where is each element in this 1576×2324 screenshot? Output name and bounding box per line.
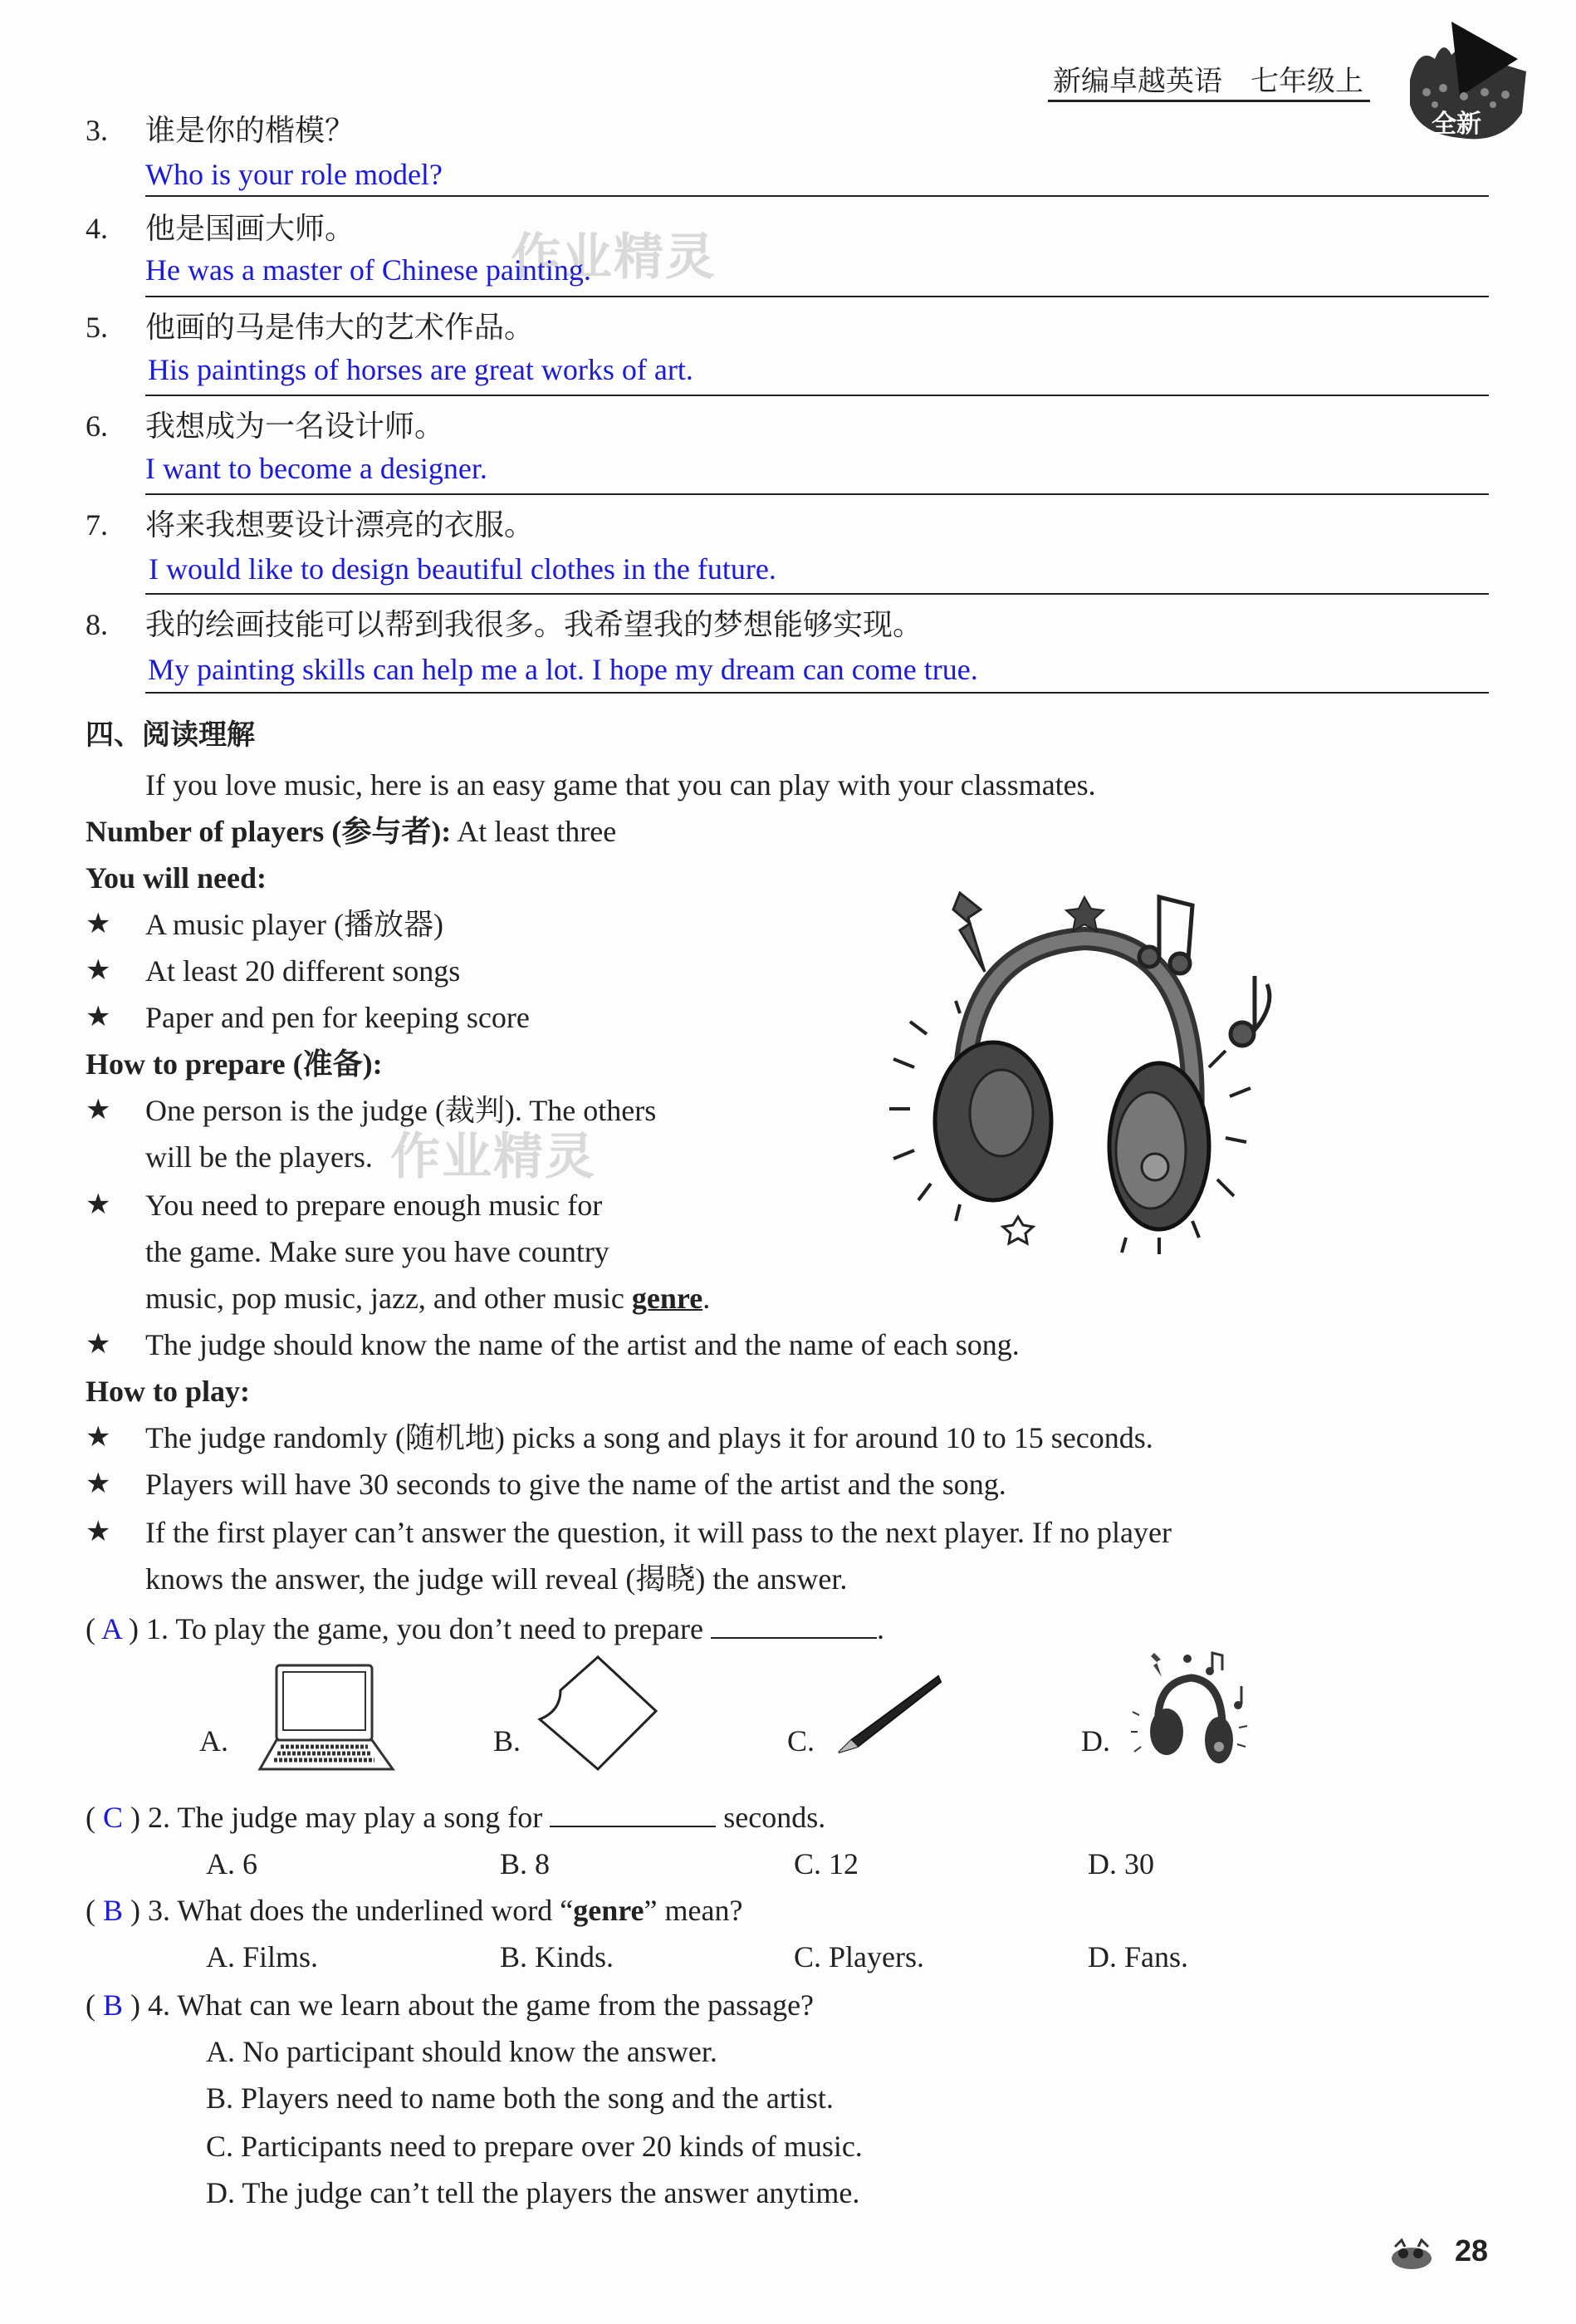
prepare-item-line: You need to prepare enough music for (145, 1189, 603, 1222)
question-text: What can we learn about the game from the passage? (177, 1988, 815, 2022)
star-bullet-icon: ★ (86, 909, 111, 939)
star-bullet-icon: ★ (86, 1422, 111, 1453)
option: B. Players need to name both the song and the artist. (206, 2081, 834, 2115)
book-title-header: 新编卓越英语 七年级上 (1048, 63, 1370, 102)
english-answer: I would like to design beautiful clothes in the future. (149, 552, 776, 586)
option: C. 12 (794, 1847, 859, 1880)
option-label: D. (1081, 1724, 1110, 1758)
answer-blank (711, 1612, 877, 1639)
need-item: A music player (播放器) (145, 908, 443, 941)
headphones-illustration (885, 880, 1284, 1263)
english-answer: He was a master of Chinese painting. (145, 253, 591, 287)
headphones-icon (1129, 1649, 1254, 1769)
option-label: C. (787, 1724, 815, 1758)
english-answer: Who is your role model? (145, 158, 443, 191)
question-3: ( B ) 3. What does the underlined word “genre” mean? (86, 1894, 743, 1927)
star-bullet-icon: ★ (86, 1095, 111, 1125)
chinese-sentence: 他画的马是伟大的艺术作品。 (145, 311, 535, 344)
prepare-item-line: will be the players. (145, 1140, 373, 1174)
prepare-text: music, pop music, jazz, and other music (145, 1282, 632, 1315)
question-number: 2. (148, 1801, 171, 1834)
prepare-item-line: One person is the judge (裁判). The others (145, 1094, 657, 1127)
series-logo (1402, 22, 1530, 145)
option: A. Films. (206, 1940, 319, 1973)
players-line (86, 813, 616, 850)
option: C. Participants need to prepare over 20 kinds of music. (206, 2130, 863, 2163)
answer-blank (550, 1801, 716, 1827)
prepare-item-line: The judge should know the name of the artist and the name of each song. (145, 1328, 1020, 1361)
item-number: 3. (86, 114, 108, 147)
option: D. 30 (1088, 1847, 1154, 1880)
need-item: At least 20 different songs (145, 954, 461, 988)
english-answer: His paintings of horses are great works of art. (148, 353, 693, 386)
prepare-text: . (702, 1282, 711, 1315)
question-text: What does the underlined word “ (177, 1894, 574, 1927)
chinese-sentence: 将来我想要设计漂亮的衣服。 (145, 508, 535, 542)
answer-line (145, 395, 1489, 396)
english-answer: I want to become a designer. (145, 452, 487, 485)
item-number: 8. (86, 608, 108, 641)
option: B. 8 (500, 1847, 551, 1880)
item-number: 6. (86, 409, 108, 443)
question-4: ( B ) 4. What can we learn about the game from the passage? (86, 1988, 815, 2022)
star-bullet-icon: ★ (86, 955, 111, 986)
footer-icon (1390, 2238, 1433, 2276)
option: A. No participant should know the answer. (206, 2035, 717, 2068)
page-number: 28 (1455, 2233, 1489, 2268)
star-bullet-icon: ★ (86, 1002, 111, 1032)
play-item-line: Players will have 30 seconds to give the name of the artist and the song. (145, 1468, 1006, 1501)
play-label: How to play: (86, 1375, 250, 1408)
question-text: The judge may play a song for (177, 1801, 543, 1834)
answer-line (145, 692, 1489, 694)
star-bullet-icon: ★ (86, 1329, 111, 1360)
english-answer: My painting skills can help me a lot. I hope my dream can come true. (148, 653, 978, 686)
watermark: 作业精灵 (511, 228, 717, 287)
play-item-line: knows the answer, the judge will reveal (揭晓) the answer. (145, 1562, 848, 1596)
question-text: ” mean? (644, 1894, 743, 1927)
question-keyword: genre (573, 1894, 644, 1927)
prepare-item-line (145, 1280, 710, 1316)
prepare-line (86, 1046, 383, 1082)
option: D. The judge can’t tell the players the answer anytime. (206, 2176, 860, 2209)
answer-letter: C (103, 1801, 124, 1834)
question-end: . (877, 1612, 884, 1645)
players-value: At least three (451, 815, 617, 848)
question-1: ( A ) 1. To play the game, you don’t need to prepare . (86, 1612, 884, 1645)
chinese-sentence: 我想成为一名设计师。 (145, 409, 445, 443)
laptop-icon (256, 1661, 397, 1777)
option: D. Fans. (1088, 1940, 1189, 1973)
answer-letter: B (103, 1894, 124, 1927)
logo-text: 全新 (1432, 110, 1481, 139)
need-item: Paper and pen for keeping score (145, 1001, 530, 1034)
reading-intro: If you love music, here is an easy game that you can play with your classmates. (145, 768, 1096, 802)
item-number: 7. (86, 508, 108, 542)
pen-icon (834, 1674, 942, 1761)
answer-line (145, 195, 1489, 197)
question-2: ( C ) 2. The judge may play a song for seconds. (86, 1801, 826, 1834)
star-bullet-icon: ★ (86, 1517, 111, 1547)
option-label: A. (199, 1724, 228, 1758)
question-number: 3. (148, 1894, 171, 1927)
players-note: (参与者): (324, 815, 452, 848)
prepare-label: How to prepare (86, 1047, 286, 1081)
chinese-sentence: 他是国画大师。 (145, 212, 355, 245)
question-number: 4. (148, 1988, 171, 2022)
item-number: 4. (86, 212, 108, 245)
star-bullet-icon: ★ (86, 1468, 111, 1499)
prepare-note: (准备): (285, 1047, 383, 1081)
answer-line (145, 296, 1489, 297)
answer-line (145, 593, 1489, 595)
chinese-sentence: 谁是你的楷模？ (145, 114, 355, 147)
question-text: To play the game, you don’t need to prepare (175, 1612, 703, 1645)
star-bullet-icon: ★ (86, 1189, 111, 1220)
play-item-line: If the first player can’t answer the question, it will pass to the next player. If no player (145, 1516, 1172, 1549)
option-label: B. (493, 1724, 521, 1758)
play-item-line: The judge randomly (随机地) picks a song and plays it for around 10 to 15 seconds. (145, 1421, 1153, 1454)
item-number: 5. (86, 311, 108, 344)
chinese-sentence: 我的绘画技能可以帮到我很多。我希望我的梦想能够实现。 (145, 608, 923, 641)
answer-line (145, 493, 1489, 495)
section-title: 四、阅读理解 (86, 718, 255, 752)
paper-icon (536, 1653, 660, 1777)
answer-letter: B (103, 1988, 124, 2022)
underlined-word-genre: genre (631, 1282, 703, 1315)
question-number: 1. (146, 1612, 169, 1645)
need-label: You will need: (86, 861, 267, 895)
players-label: Number of players (86, 815, 325, 848)
question-end: seconds. (716, 1801, 826, 1834)
prepare-item-line: the game. Make sure you have country (145, 1235, 609, 1268)
option: C. Players. (794, 1940, 924, 1973)
watermark: 作业精灵 (390, 1128, 596, 1186)
option: B. Kinds. (500, 1940, 614, 1973)
option: A. 6 (206, 1847, 257, 1880)
answer-letter: A (101, 1612, 122, 1645)
